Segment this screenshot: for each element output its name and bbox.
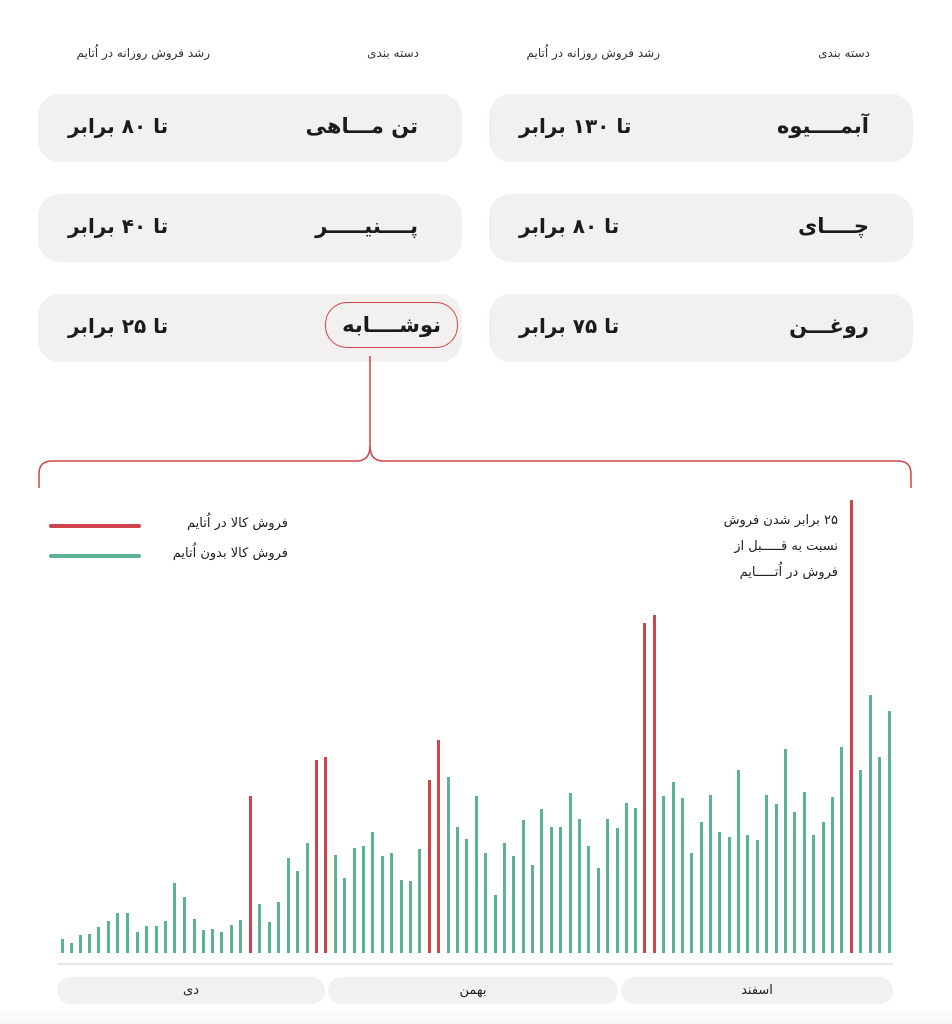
category-name: آبمــــیوه [776, 114, 869, 138]
bar-with-otime [653, 615, 656, 953]
bar-with-otime [850, 500, 853, 953]
bar-without-otime [494, 895, 497, 953]
bar-without-otime [343, 878, 346, 953]
bar-without-otime [503, 843, 506, 953]
bar-without-otime [681, 798, 684, 953]
month-label-bahman: بهمن [328, 977, 618, 1004]
bar-without-otime [784, 749, 787, 953]
growth-value: تا ۸۰ برابر [519, 214, 620, 238]
category-name: تن مـــاهی [305, 114, 418, 138]
bar-without-otime [447, 777, 450, 953]
bar-without-otime [465, 839, 468, 953]
bar-without-otime [831, 797, 834, 953]
bar-without-otime [775, 804, 778, 953]
bar-without-otime [569, 793, 572, 953]
left-col-category-header: دسته بندی [367, 46, 419, 60]
bar-without-otime [456, 827, 459, 953]
growth-value: تا ۱۳۰ برابر [519, 114, 632, 138]
bar-without-otime [531, 865, 534, 953]
bar-without-otime [239, 920, 242, 953]
legend-label-without-otime: فروش کالا بدون اُتایم [172, 546, 288, 561]
bar-without-otime [512, 856, 515, 953]
left-col-growth-header: رشد فروش روزانه در اُتایم [76, 46, 210, 60]
bar-without-otime [296, 871, 299, 953]
bar-without-otime [381, 856, 384, 953]
bar-without-otime [709, 795, 712, 953]
bar-without-otime [812, 835, 815, 953]
bar-without-otime [88, 934, 91, 953]
annotation-line-2: نسبت به قـــــبل از [734, 539, 838, 554]
bar-without-otime [700, 822, 703, 953]
bar-without-otime [183, 897, 186, 953]
growth-value: تا ۷۵ برابر [519, 314, 620, 338]
bracket-connector [0, 0, 952, 500]
bar-with-otime [315, 760, 318, 953]
bar-without-otime [522, 820, 525, 953]
bar-with-otime [643, 623, 646, 953]
bar-without-otime [107, 921, 110, 953]
bar-without-otime [155, 926, 158, 953]
bar-without-otime [277, 902, 280, 953]
bar-without-otime [672, 782, 675, 953]
bar-with-otime [249, 796, 252, 953]
bar-without-otime [690, 853, 693, 953]
bar-without-otime [362, 846, 365, 953]
footer-fade [0, 1006, 952, 1024]
month-label-esfand: اسفند [621, 977, 893, 1004]
bar-without-otime [220, 932, 223, 953]
bar-without-otime [662, 796, 665, 953]
right-col-growth-header: رشد فروش روزانه در اُتایم [526, 46, 660, 60]
bar-without-otime [173, 883, 176, 953]
bar-without-otime [61, 939, 64, 953]
bar-without-otime [164, 921, 167, 953]
legend-swatch-without-otime [49, 554, 141, 558]
bar-without-otime [737, 770, 740, 953]
bar-without-otime [728, 837, 731, 953]
bar-without-otime [822, 822, 825, 953]
bar-without-otime [79, 935, 82, 953]
growth-value: تا ۸۰ برابر [68, 114, 169, 138]
bar-without-otime [97, 927, 100, 953]
bar-without-otime [70, 943, 73, 953]
bar-without-otime [616, 828, 619, 953]
chart-annotation [724, 508, 838, 586]
growth-value: تا ۲۵ برابر [68, 314, 169, 338]
annotation-line-1: ۲۵ برابر شدن فروش [723, 513, 838, 528]
bar-with-otime [428, 780, 431, 953]
bar-without-otime [287, 858, 290, 953]
category-name: روغـــن [789, 314, 869, 338]
bar-without-otime [268, 922, 271, 953]
bar-without-otime [578, 819, 581, 953]
bar-with-otime [324, 757, 327, 953]
bar-without-otime [756, 840, 759, 953]
month-label-dey: دی [57, 977, 325, 1004]
bar-without-otime [793, 812, 796, 953]
bar-without-otime [559, 827, 562, 953]
bar-without-otime [409, 881, 412, 953]
growth-value: تا ۴۰ برابر [68, 214, 169, 238]
bar-without-otime [390, 853, 393, 953]
bar-without-otime [718, 832, 721, 953]
bar-without-otime [126, 913, 129, 953]
bar-without-otime [258, 904, 261, 953]
bar-without-otime [606, 819, 609, 953]
bar-without-otime [193, 919, 196, 953]
bar-without-otime [878, 757, 881, 953]
right-col-category-header: دسته بندی [818, 46, 870, 60]
bar-without-otime [136, 932, 139, 953]
bar-without-otime [869, 695, 872, 953]
bar-without-otime [587, 846, 590, 953]
bar-without-otime [484, 853, 487, 953]
bar-without-otime [116, 913, 119, 953]
bar-without-otime [306, 843, 309, 953]
bar-without-otime [371, 832, 374, 953]
bar-without-otime [888, 711, 891, 953]
legend-swatch-with-otime [49, 524, 141, 528]
bar-without-otime [145, 926, 148, 953]
bar-without-otime [353, 848, 356, 953]
bar-without-otime [540, 809, 543, 953]
bar-without-otime [334, 855, 337, 953]
bar-with-otime [437, 740, 440, 953]
category-name: پــــنیـــــر [315, 214, 418, 238]
category-name-highlighted: نوشــــابه [325, 302, 458, 348]
bar-without-otime [765, 795, 768, 953]
bar-without-otime [418, 849, 421, 953]
bar-without-otime [840, 747, 843, 953]
bar-without-otime [400, 880, 403, 953]
bar-without-otime [634, 808, 637, 953]
bar-without-otime [746, 835, 749, 953]
bar-without-otime [550, 827, 553, 953]
bar-without-otime [230, 925, 233, 953]
bar-without-otime [803, 792, 806, 953]
bar-without-otime [597, 868, 600, 953]
legend-label-with-otime: فروش کالا در اُتایم [186, 516, 288, 531]
bar-without-otime [211, 929, 214, 953]
bar-without-otime [625, 803, 628, 953]
bar-without-otime [859, 770, 862, 953]
category-name: چــــای [798, 214, 869, 238]
x-axis-line [57, 963, 893, 965]
bar-without-otime [202, 930, 205, 953]
annotation-line-3: فروش در اُتـــــایم [739, 565, 838, 580]
bar-without-otime [475, 796, 478, 953]
